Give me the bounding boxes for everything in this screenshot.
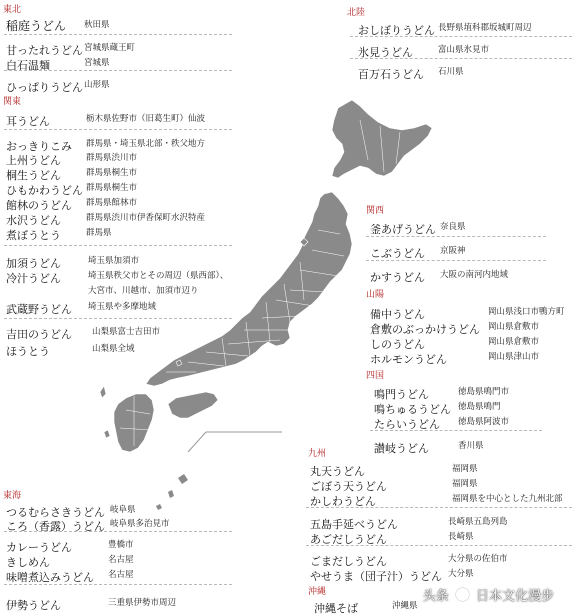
udon-name: 百万石うどん: [358, 68, 424, 81]
udon-location: 徳島県鳴門: [458, 402, 501, 412]
separator: [350, 58, 572, 59]
udon-entry: [6, 267, 61, 286]
hokkaido-island: [332, 100, 432, 178]
udon-location: 群馬県桐生市: [86, 183, 138, 193]
udon-entry: [370, 218, 436, 237]
udon-location: 宮城県蔵王町: [84, 43, 136, 53]
udon-location: 岐阜県多治見市: [110, 519, 170, 529]
okinawa-divider: [188, 432, 206, 452]
udon-entry: [6, 224, 61, 243]
udon-location: 福岡県: [452, 479, 478, 489]
region-label-sanyo: 山陽: [366, 290, 385, 300]
udon-location: 群馬県: [86, 228, 112, 238]
udon-location: 岡山県倉敷市: [488, 337, 540, 347]
udon-location: 名古屋: [108, 555, 134, 565]
udon-location: 福岡県を中心とした九州北部: [452, 494, 563, 504]
udon-location: 群馬県渋川市: [86, 153, 138, 163]
udon-location: 岡山県倉敷市: [488, 322, 540, 332]
udon-location: 山形県: [84, 80, 110, 90]
udon-name: こぶうどん: [370, 247, 425, 260]
udon-name: 耳うどん: [6, 115, 50, 128]
udon-entry: [6, 76, 83, 95]
region-label-okinawa: 沖縄: [308, 587, 327, 597]
udon-entry: [6, 298, 72, 317]
udon-location: 大阪の南河内地域: [440, 270, 509, 280]
udon-location: 山梨県富士吉田市: [92, 327, 161, 337]
udon-name: 五島手延べうどん: [310, 518, 398, 531]
udon-name: 倉敷のぶっかけうどん: [370, 323, 480, 336]
udon-name: 鳴ちゅるうどん: [374, 403, 451, 416]
udon-name: たらいうどん: [374, 418, 440, 431]
goto-island: [104, 430, 110, 438]
udon-name: かすうどん: [370, 271, 425, 284]
separator: [4, 70, 232, 71]
udon-name: ホルモンうどん: [370, 353, 447, 366]
udon-location: 岐阜県: [110, 505, 136, 515]
udon-entry: [314, 597, 358, 616]
udon-location: 富山県氷見市: [438, 45, 490, 55]
at-icon: [456, 588, 469, 601]
region-label-kanto: 関東: [3, 97, 22, 107]
udon-location: 大宮市、川越市、加須市辺り: [88, 286, 199, 296]
udon-name: きしめん: [6, 556, 50, 569]
udon-location: 群馬県・埼玉県北部・秩父地方: [86, 139, 206, 149]
udon-entry: [6, 110, 50, 129]
shikoku-island: [168, 392, 218, 418]
udon-entry: [6, 566, 94, 585]
udon-name: 水沢うどん: [6, 214, 61, 227]
udon-location: 徳島県阿波市: [458, 417, 510, 427]
ryukyu-islands: [156, 474, 188, 510]
udon-entry: [6, 15, 66, 34]
region-label-shikoku: 四国: [366, 371, 385, 381]
udon-name: 稲庭うどん: [6, 19, 67, 33]
udon-location: 長崎県五島列島: [448, 517, 508, 527]
udon-location: 三重県伊勢市周辺: [108, 598, 177, 608]
separator: [366, 236, 546, 237]
udon-name: おしぼりうどん: [358, 24, 435, 37]
udon-name: 吉田のうどん: [6, 328, 72, 341]
udon-location: 岡山県津山市: [488, 352, 540, 362]
udon-name: しのうどん: [370, 338, 425, 351]
udon-name: 上州うどん: [6, 154, 61, 167]
udon-name: やせうま（団子汁）うどん: [310, 570, 442, 583]
region-label-kyushu: 九州: [308, 449, 327, 459]
watermark-text: 日本文化漫步: [475, 589, 554, 604]
udon-name: 煮ぼうとう: [6, 229, 61, 242]
udon-name: カレーうどん: [6, 541, 72, 554]
udon-entry: [358, 63, 424, 82]
udon-name: 備中うどん: [370, 308, 425, 321]
udon-name: かしわうどん: [310, 495, 376, 508]
udon-name: ほうとう: [6, 345, 50, 358]
udon-location: 大分県の佐伯市: [448, 554, 508, 564]
udon-entry: [6, 340, 50, 359]
udon-name: あごだしうどん: [310, 533, 387, 546]
udon-location: 沖縄県: [392, 601, 418, 611]
separator: [370, 430, 542, 431]
udon-location: 香川県: [458, 441, 484, 451]
separator: [4, 245, 232, 246]
udon-location: 豊橋市: [108, 540, 134, 550]
udon-name: おっきりこみ: [6, 140, 72, 153]
udon-location: 埼玉県秩父市とその周辺（県西部）、: [88, 271, 229, 281]
udon-entry: [370, 266, 425, 285]
udon-location: 秋田県: [84, 20, 110, 30]
udon-name: 釜あげうどん: [370, 223, 436, 236]
udon-name: つるむらさきうどん: [6, 506, 105, 519]
region-label-tokai: 東海: [3, 491, 22, 501]
udon-name: ごまだしうどん: [310, 555, 387, 568]
prefecture-borders: [120, 120, 400, 446]
udon-name: 冷汁うどん: [6, 272, 61, 285]
udon-name: 丸天うどん: [310, 465, 365, 478]
udon-name: 讃岐うどん: [374, 442, 429, 455]
separator: [4, 584, 232, 585]
udon-location: 岡山県浅口市鴨方町: [488, 307, 565, 317]
udon-location: 大分県: [448, 569, 474, 579]
udon-name: 鳴門うどん: [374, 388, 429, 401]
udon-location: 埼玉県加須市: [88, 256, 140, 266]
udon-location: 群馬県渋川市伊香保町水沢特産: [86, 213, 206, 223]
udon-location: 群馬県館林市: [86, 198, 138, 208]
udon-location: 長野県埴科郡坂城町周辺: [438, 23, 532, 33]
udon-name: 甘ったれうどん: [6, 44, 83, 57]
udon-location: 宮城県: [84, 58, 110, 68]
udon-location: 福岡県: [452, 464, 478, 474]
udon-name: 沖縄そば: [314, 602, 358, 615]
separator: [4, 34, 232, 35]
udon-entry: [370, 348, 447, 367]
udon-location: 石川県: [438, 67, 464, 77]
separator: [4, 129, 232, 130]
udon-location: 埼玉県や多摩地域: [88, 302, 157, 312]
region-label-tohoku: 東北: [3, 5, 22, 15]
udon-entry: [310, 565, 442, 584]
udon-name: 館林のうどん: [6, 199, 72, 212]
tsushima-island: [100, 386, 106, 398]
udon-name: ひっぱりうどん: [6, 81, 83, 94]
watermark: [423, 585, 554, 604]
udon-name: 桐生うどん: [6, 169, 61, 182]
udon-name: 武蔵野うどん: [6, 303, 72, 316]
udon-location: 長崎県: [448, 532, 474, 542]
udon-name: ひもかわうどん: [6, 184, 83, 197]
separator: [366, 260, 546, 261]
udon-location: 徳島県鳴門市: [458, 387, 510, 397]
udon-entry: [6, 594, 61, 613]
separator: [306, 507, 572, 508]
region-label-kansai: 関西: [366, 206, 385, 216]
udon-location: 栃木県佐野市（旧葛生町）仙波: [86, 114, 206, 124]
udon-name: 氷見うどん: [358, 46, 413, 59]
separator: [350, 36, 572, 37]
udon-entry: [370, 242, 425, 261]
watermark-prefix: 头条: [422, 589, 449, 604]
region-label-hokuriku: 北陸: [347, 8, 366, 18]
udon-location: 奈良県: [440, 222, 466, 232]
udon-name: 味噌煮込みうどん: [6, 571, 94, 584]
udon-location: 山梨県全域: [92, 344, 135, 354]
separator: [4, 531, 232, 532]
udon-name: ころ（香露）うどん: [6, 520, 105, 533]
udon-name: 加須うどん: [6, 257, 61, 270]
udon-name: 白石温麺: [6, 59, 50, 72]
udon-name: ごぼう天うどん: [310, 480, 387, 493]
separator: [306, 545, 572, 546]
separator: [4, 318, 232, 319]
udon-name: 伊勢うどん: [6, 599, 61, 612]
udon-location: 京阪神: [440, 246, 466, 256]
udon-location: 群馬県桐生市: [86, 168, 138, 178]
udon-location: 名古屋: [108, 570, 134, 580]
udon-entry: [374, 437, 429, 456]
